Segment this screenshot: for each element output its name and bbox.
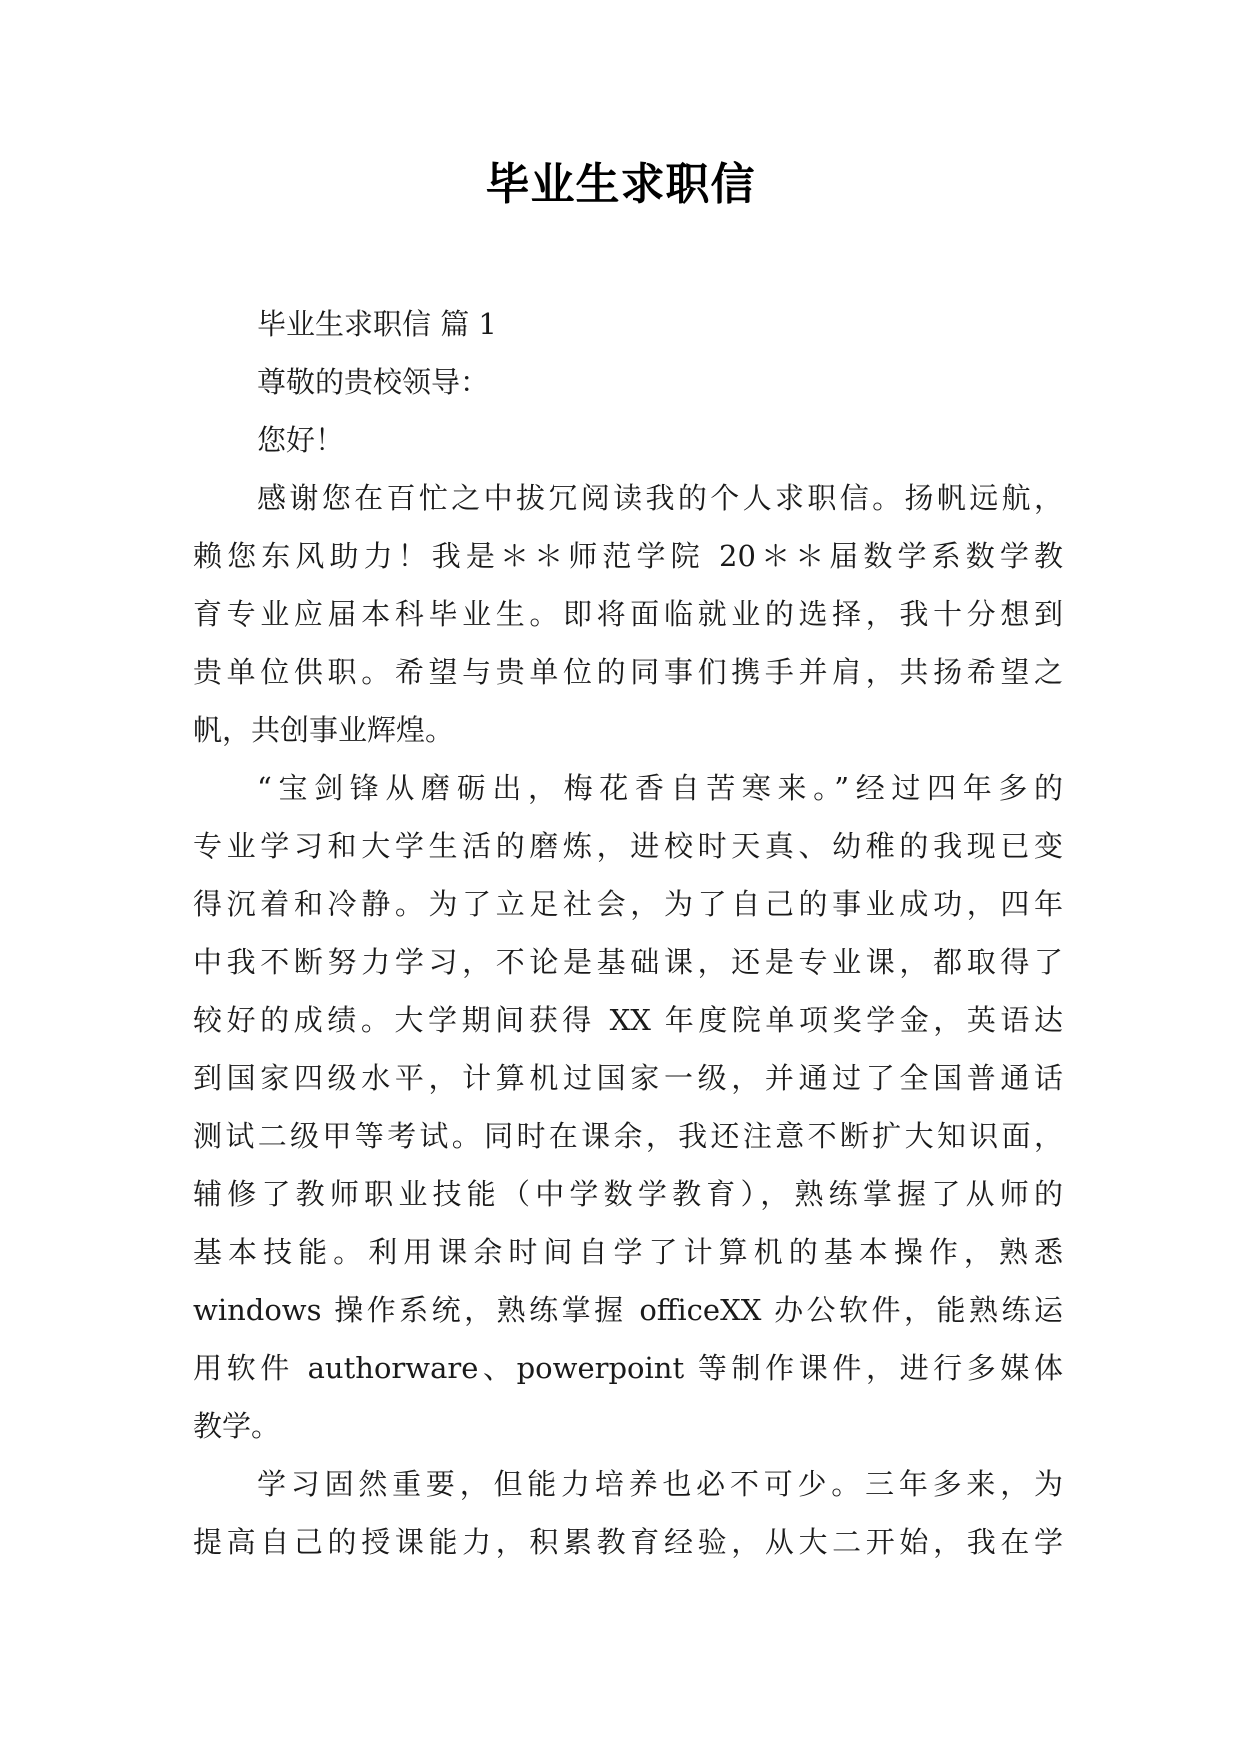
paragraph-1-line: 赖您东风助力！我是＊＊师范学院 20＊＊届数学系数学教 — [193, 539, 1063, 573]
greeting: 您好！ — [257, 423, 345, 457]
paragraph-2-line: 基本技能。利用课余时间自学了计算机的基本操作，熟悉 — [193, 1235, 1063, 1269]
paragraph-1-line: 贵单位供职。希望与贵单位的同事们携手并肩，共扬希望之 — [193, 655, 1063, 689]
paragraph-2-line: windows 操作系统，熟练掌握 officeXX 办公软件，能熟练运 — [193, 1293, 1063, 1327]
paragraph-3-line: 学习固然重要，但能力培养也必不可少。三年多来，为 — [257, 1467, 1063, 1501]
paragraph-2-line: 中我不断努力学习，不论是基础课，还是专业课，都取得了 — [193, 945, 1063, 979]
paragraph-2-line: 测试二级甲等考试。同时在课余，我还注意不断扩大知识面， — [193, 1119, 1063, 1153]
document-title: 毕业生求职信 — [485, 159, 756, 210]
paragraph-2-line: 专业学习和大学生活的磨炼，进校时天真、幼稚的我现已变 — [193, 829, 1063, 863]
paragraph-3-line: 提高自己的授课能力，积累教育经验，从大二开始，我在学 — [193, 1525, 1063, 1559]
paragraph-1-line: 感谢您在百忙之中拔冗阅读我的个人求职信。扬帆远航， — [257, 481, 1063, 515]
document-body — [193, 295, 1063, 1571]
paragraph-2-line: 较好的成绩。大学期间获得 XX 年度院单项奖学金，英语达 — [193, 1003, 1063, 1037]
salutation: 尊敬的贵校领导： — [257, 365, 490, 399]
paragraph-1-line: 育专业应届本科毕业生。即将面临就业的选择，我十分想到 — [193, 597, 1063, 631]
paragraph-2-line: “宝剑锋从磨砺出，梅花香自苦寒来。”经过四年多的 — [257, 771, 1063, 805]
paragraph-2-line: 用软件 authorware、powerpoint 等制作课件，进行多媒体 — [193, 1351, 1063, 1385]
section-heading: 毕业生求职信 篇 1 — [257, 307, 497, 341]
paragraph-2-line: 得沉着和冷静。为了立足社会，为了自己的事业成功，四年 — [193, 887, 1063, 921]
paragraph-2-line: 辅修了教师职业技能（中学数学教育），熟练掌握了从师的 — [193, 1177, 1063, 1211]
paragraph-2-line: 到国家四级水平，计算机过国家一级，并通过了全国普通话 — [193, 1061, 1063, 1095]
paragraph-1-line: 帆，共创事业辉煌。 — [193, 713, 455, 747]
paragraph-2-line: 教学。 — [193, 1409, 281, 1443]
